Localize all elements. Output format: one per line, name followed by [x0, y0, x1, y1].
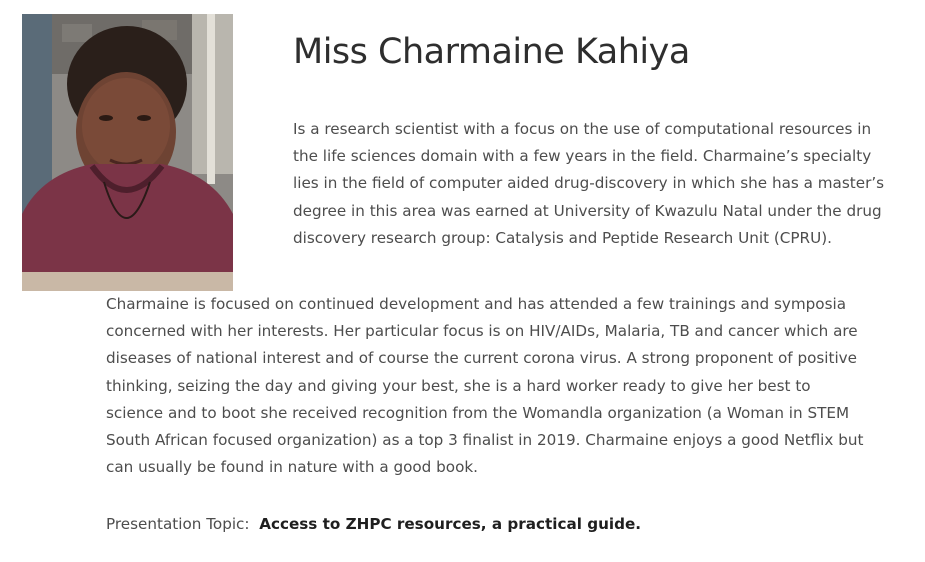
intro-line: discovery research group: Catalysis and Peptide Research Unit (CPRU).	[293, 228, 832, 247]
speaker-bio	[106, 291, 906, 481]
speaker-intro	[293, 116, 913, 252]
presentation-topic	[106, 511, 641, 538]
bio-line: can usually be found in nature with a good book.	[106, 458, 478, 477]
intro-line: degree in this area was earned at University of Kwazulu Natal under the drug	[293, 201, 882, 220]
topic-title: Access to ZHPC resources, a practical guide.	[259, 515, 642, 533]
bio-line: Charmaine is focused on continued development and has attended a few trainings and symposia	[106, 295, 847, 313]
intro-line: Is a research scientist with a focus on the use of computational resources in	[293, 120, 872, 138]
profile-photo	[22, 14, 233, 291]
bio-line: thinking, seizing the day and giving your best, she is a hard worker ready to give her best to	[106, 376, 811, 395]
bio-line: concerned with her interests. Her particular focus is on HIV/AIDs, Malaria, TB and cancer which are	[106, 322, 858, 341]
intro-line: lies in the field of computer aided drug-discovery in which she has a master’s	[293, 174, 885, 193]
bio-line: South African focused organization) as a top 3 finalist in 2019. Charmaine enjoys a good Netflix but	[106, 431, 864, 450]
portrait-photo-icon	[22, 14, 233, 291]
speaker-name: Miss Charmaine Kahiya	[293, 32, 690, 72]
topic-label: Presentation Topic:	[106, 515, 250, 533]
intro-line: the life sciences domain with a few years in the field. Charmaine’s specialty	[293, 147, 872, 166]
bio-line: diseases of national interest and of course the current corona virus. A strong proponent of positive	[106, 349, 858, 368]
bio-line: science and to boot she received recognition from the Womandla organization (a Woman in STEM	[106, 403, 850, 422]
